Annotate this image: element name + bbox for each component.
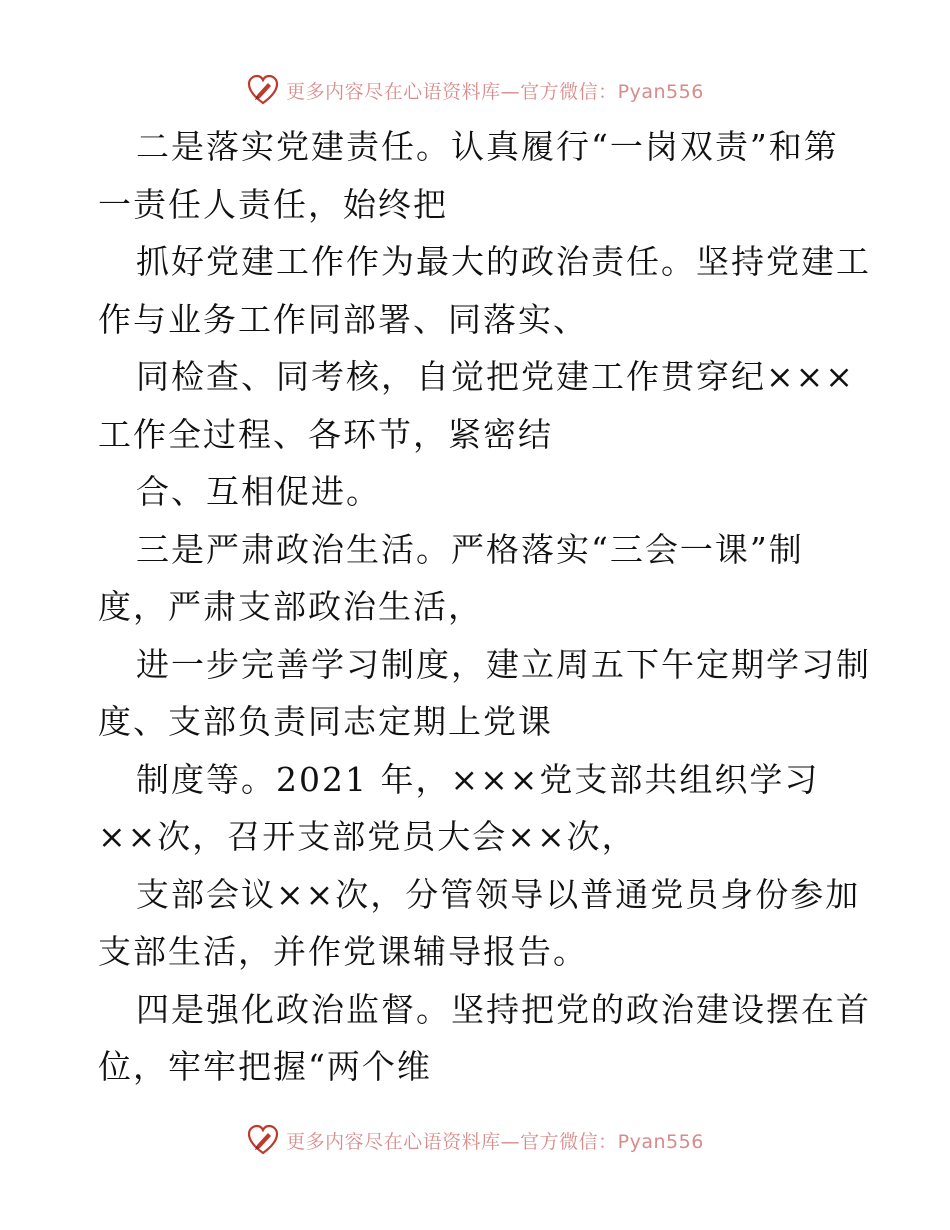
text-line: 度、支部负责同志定期上党课 xyxy=(98,702,553,741)
text-line: 同检查、同考核，自觉把党建工作贯穿纪××× xyxy=(136,357,855,396)
text-line: 支部生活，并作党课辅导报告。 xyxy=(98,932,588,971)
text-line: 三是严肃政治生活。严格落实“三会一课”制 xyxy=(136,529,804,569)
text-line: 四是强化政治监督。坚持把党的政治建设摆在首 xyxy=(136,989,871,1029)
footer-watermark xyxy=(0,1120,950,1160)
text-line: 制度等。2021 年，×××党支部共组织学习 xyxy=(136,759,820,799)
heart-pen-logo-icon xyxy=(246,73,280,107)
text-line: 合、互相促进。 xyxy=(136,472,381,511)
text-line: 二是落实党建责任。认真履行“一岗双责”和第 xyxy=(136,127,839,166)
text-line: 一责任人责任，始终把 xyxy=(98,184,448,224)
text-line: 工作全过程、各环节，紧密结 xyxy=(98,414,553,454)
footer-watermark-text: 更多内容尽在心语资料库—官方微信：Pyan556 xyxy=(286,1130,704,1153)
text-line: 度，严肃支部政治生活， xyxy=(98,587,483,626)
text-line: 位，牢牢把握“两个维 xyxy=(98,1047,432,1086)
text-line: 作与业务工作同部署、同落实、 xyxy=(98,299,588,339)
heart-pen-logo-icon xyxy=(246,1123,280,1157)
text-line: 进一步完善学习制度，建立周五下午定期学习制 xyxy=(136,644,871,684)
header-watermark-text: 更多内容尽在心语资料库—官方微信：Pyan556 xyxy=(286,80,704,103)
document-body xyxy=(98,118,871,1096)
text-line: 支部会议××次，分管领导以普通党员身份参加 xyxy=(136,874,861,914)
text-line: ××次，召开支部党员大会××次， xyxy=(98,817,637,856)
header-watermark xyxy=(0,70,950,110)
text-line: 抓好党建工作作为最大的政治责任。坚持党建工 xyxy=(136,242,871,281)
